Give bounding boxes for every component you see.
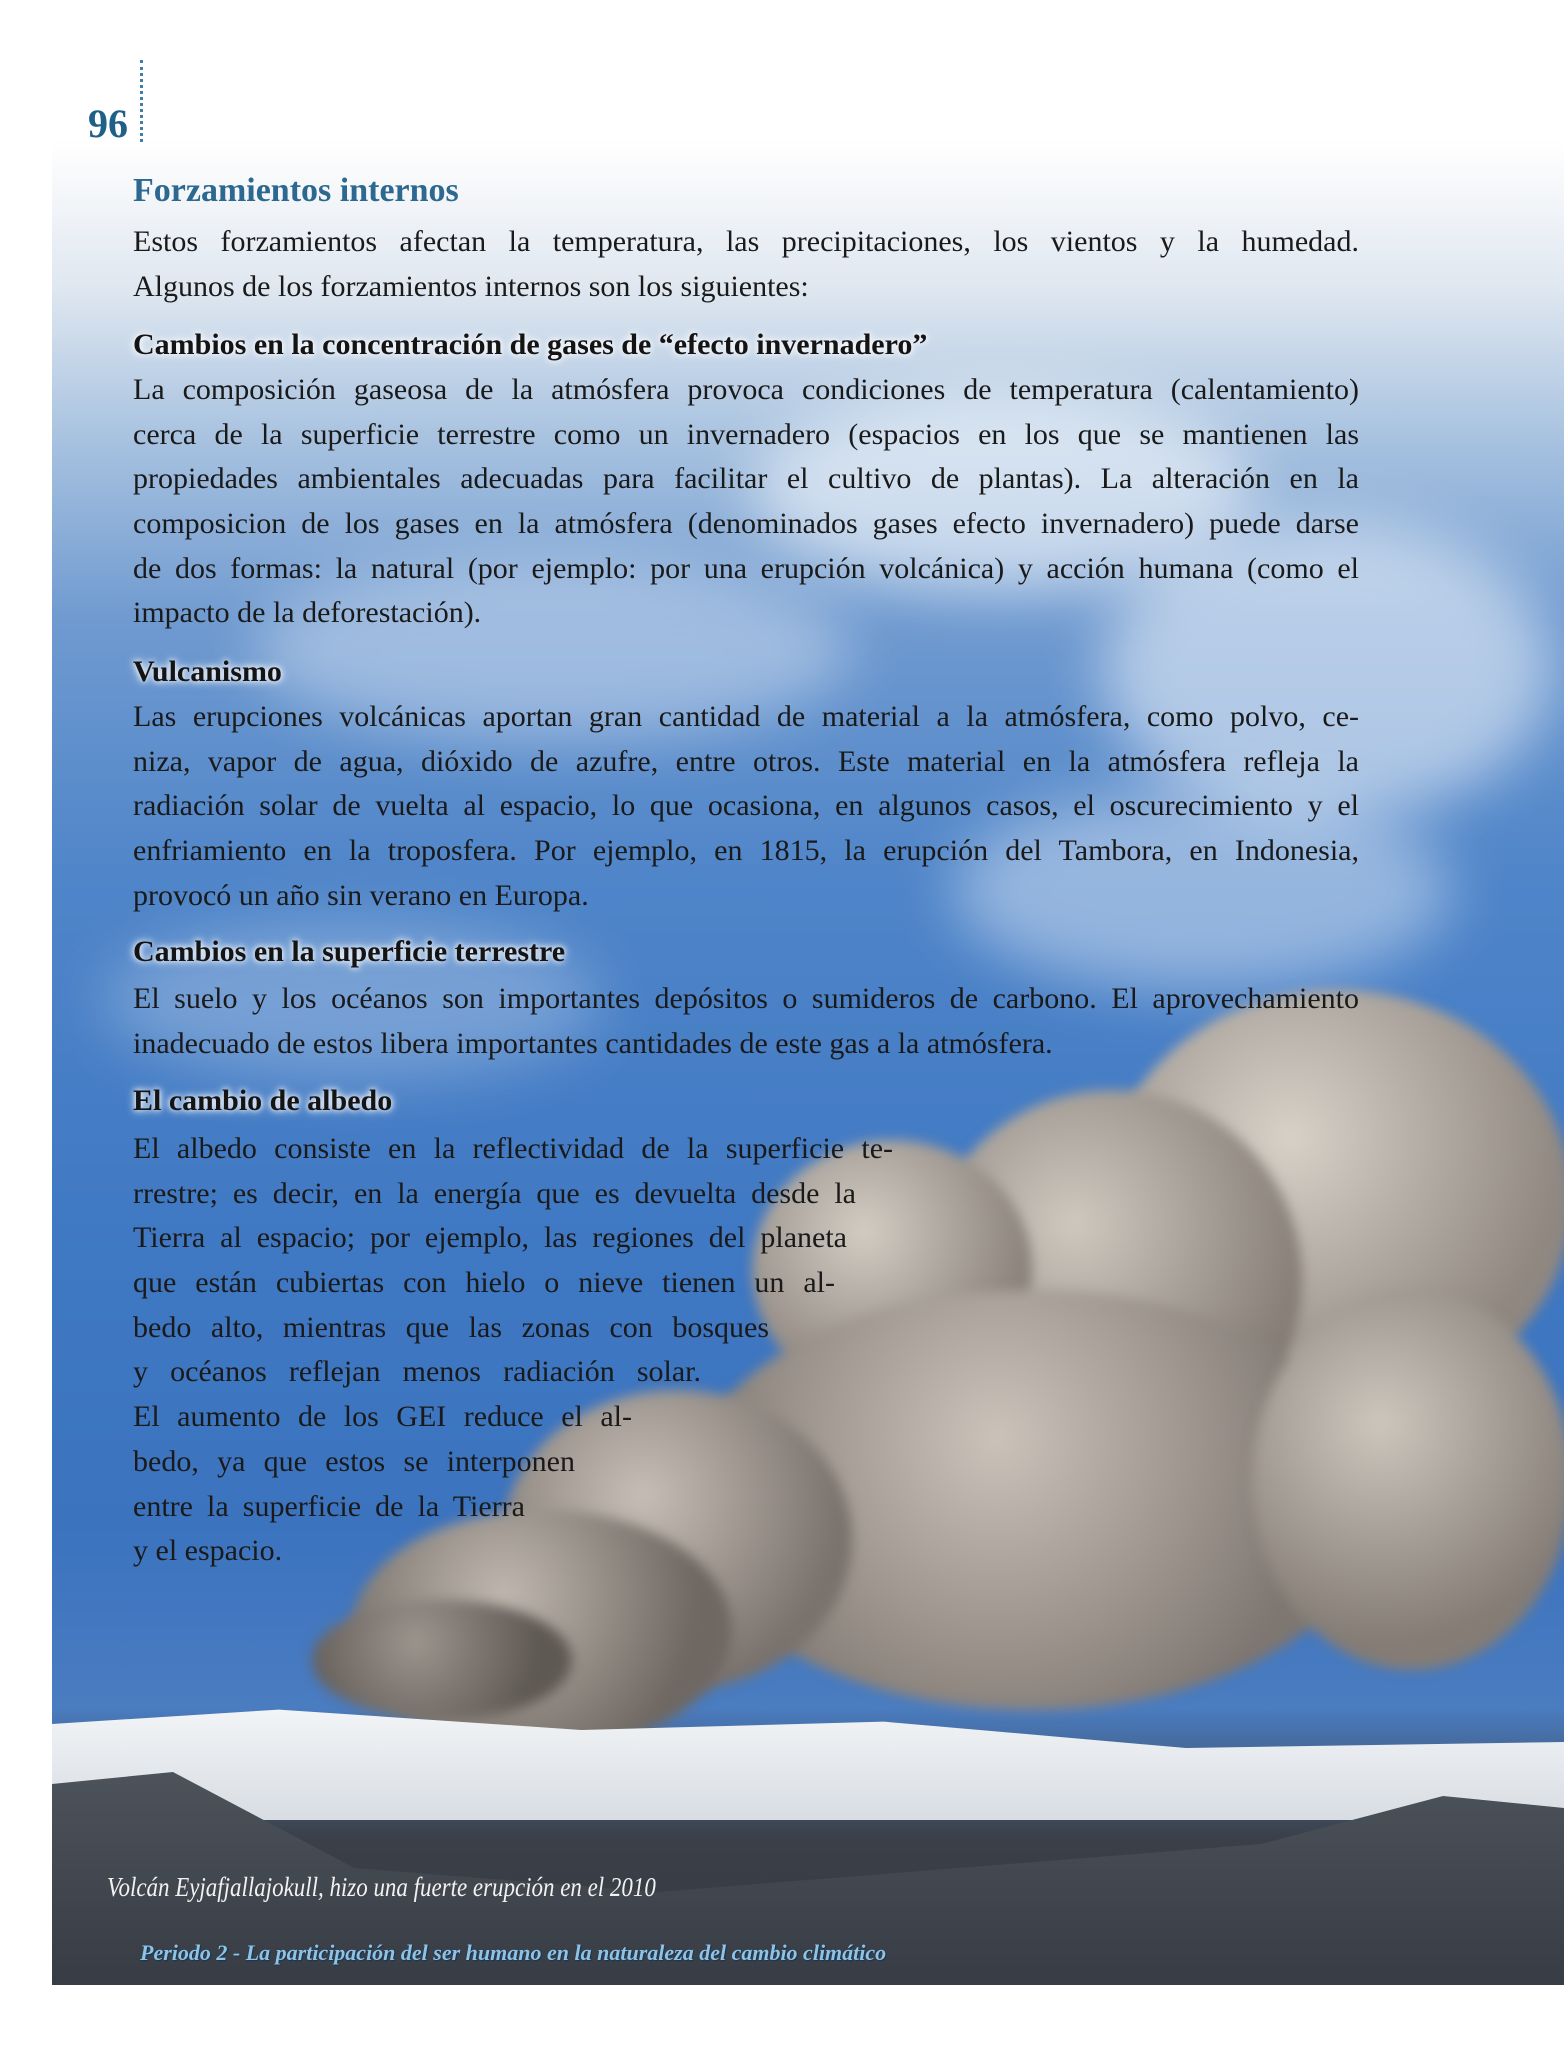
photo-caption: Volcán Eyjafjallajokull, hizo una fuerte erupción en el 2010 <box>107 1872 656 1902</box>
text-line: El albedo consiste en la reflectividad de la superficie te- <box>133 1132 893 1165</box>
subheading-albedo: El cambio de albedo <box>133 1084 393 1117</box>
section-heading: Forzamientos internos <box>133 172 459 209</box>
text-line: bedo, ya que estos se interponen <box>133 1444 575 1478</box>
text-line: enfriamiento en la troposfera. Por ejemplo, en 1815, la erupción del Tambora, en Indonesia, <box>133 834 1359 868</box>
text-line: rrestre; es decir, en la energía que es devuelta desde la <box>133 1176 856 1210</box>
text-line: El suelo y los océanos son importantes depósitos o sumideros de carbono. El aprovechamiento <box>133 982 1359 1015</box>
page-footer: Periodo 2 - La participación del ser humano en la naturaleza del cambio climático <box>140 1940 887 1965</box>
text-line: y océanos reflejan menos radiación solar. <box>133 1355 701 1389</box>
text-line: cerca de la superficie terrestre como un invernadero (espacios en los que se mantienen las <box>133 417 1359 451</box>
text-line: niza, vapor de agua, dióxido de azufre, entre otros. Este material en la atmósfera refleja la <box>133 744 1359 778</box>
text-line: inadecuado de estos libera importantes cantidades de este gas a la atmósfera. <box>133 1026 1053 1060</box>
text-line: y el espacio. <box>133 1534 283 1568</box>
text-line: entre la superficie de la Tierra <box>133 1489 525 1523</box>
page-number: 96 <box>88 101 128 146</box>
text-line: provocó un año sin verano en Europa. <box>133 878 589 912</box>
paragraph-greenhouse <box>133 368 1359 636</box>
text-line: bedo alto, mientras que las zonas con bosques <box>133 1310 769 1344</box>
text-line: La composición gaseosa de la atmósfera provoca condiciones de temperatura (calentamiento) <box>133 373 1359 406</box>
text-line: de dos formas: la natural (por ejemplo: por una erupción volcánica) y acción humana (como el <box>133 551 1359 585</box>
subheading-land-surface: Cambios en la superficie terrestre <box>133 935 566 968</box>
text-line: composicion de los gases en la atmósfera (denominados gases efecto invernadero) puede darse <box>133 507 1359 541</box>
paragraph-land-surface <box>133 977 1359 1066</box>
subheading-volcanism: Vulcanismo <box>133 655 282 688</box>
paragraph-volcanism <box>133 695 1359 918</box>
paragraph-albedo <box>133 1127 1359 1574</box>
intro-paragraph <box>133 220 1359 309</box>
text-line: impacto de la deforestación). <box>133 596 482 630</box>
text-line: Las erupciones volcánicas aportan gran cantidad de material a la atmósfera, como polvo, ce- <box>133 700 1359 733</box>
text-line: radiación solar de vuelta al espacio, lo que ocasiona, en algunos casos, el oscurecimiento y el <box>133 789 1359 823</box>
subheading-greenhouse: Cambios en la concentración de gases de “efecto invernadero” <box>133 328 928 361</box>
text-line: Algunos de los forzamientos internos son los siguientes: <box>133 269 809 303</box>
text-line: El aumento de los GEI reduce el al- <box>133 1400 632 1434</box>
text-line: Estos forzamientos afectan la temperatura, las precipitaciones, los vientos y la humedad. <box>133 225 1359 258</box>
page-number-divider <box>140 60 143 142</box>
text-line: que están cubiertas con hielo o nieve tienen un al- <box>133 1266 835 1300</box>
text-line: propiedades ambientales adecuadas para facilitar el cultivo de plantas). La alteración en la <box>133 462 1359 496</box>
text-line: Tierra al espacio; por ejemplo, las regiones del planeta <box>133 1221 847 1255</box>
